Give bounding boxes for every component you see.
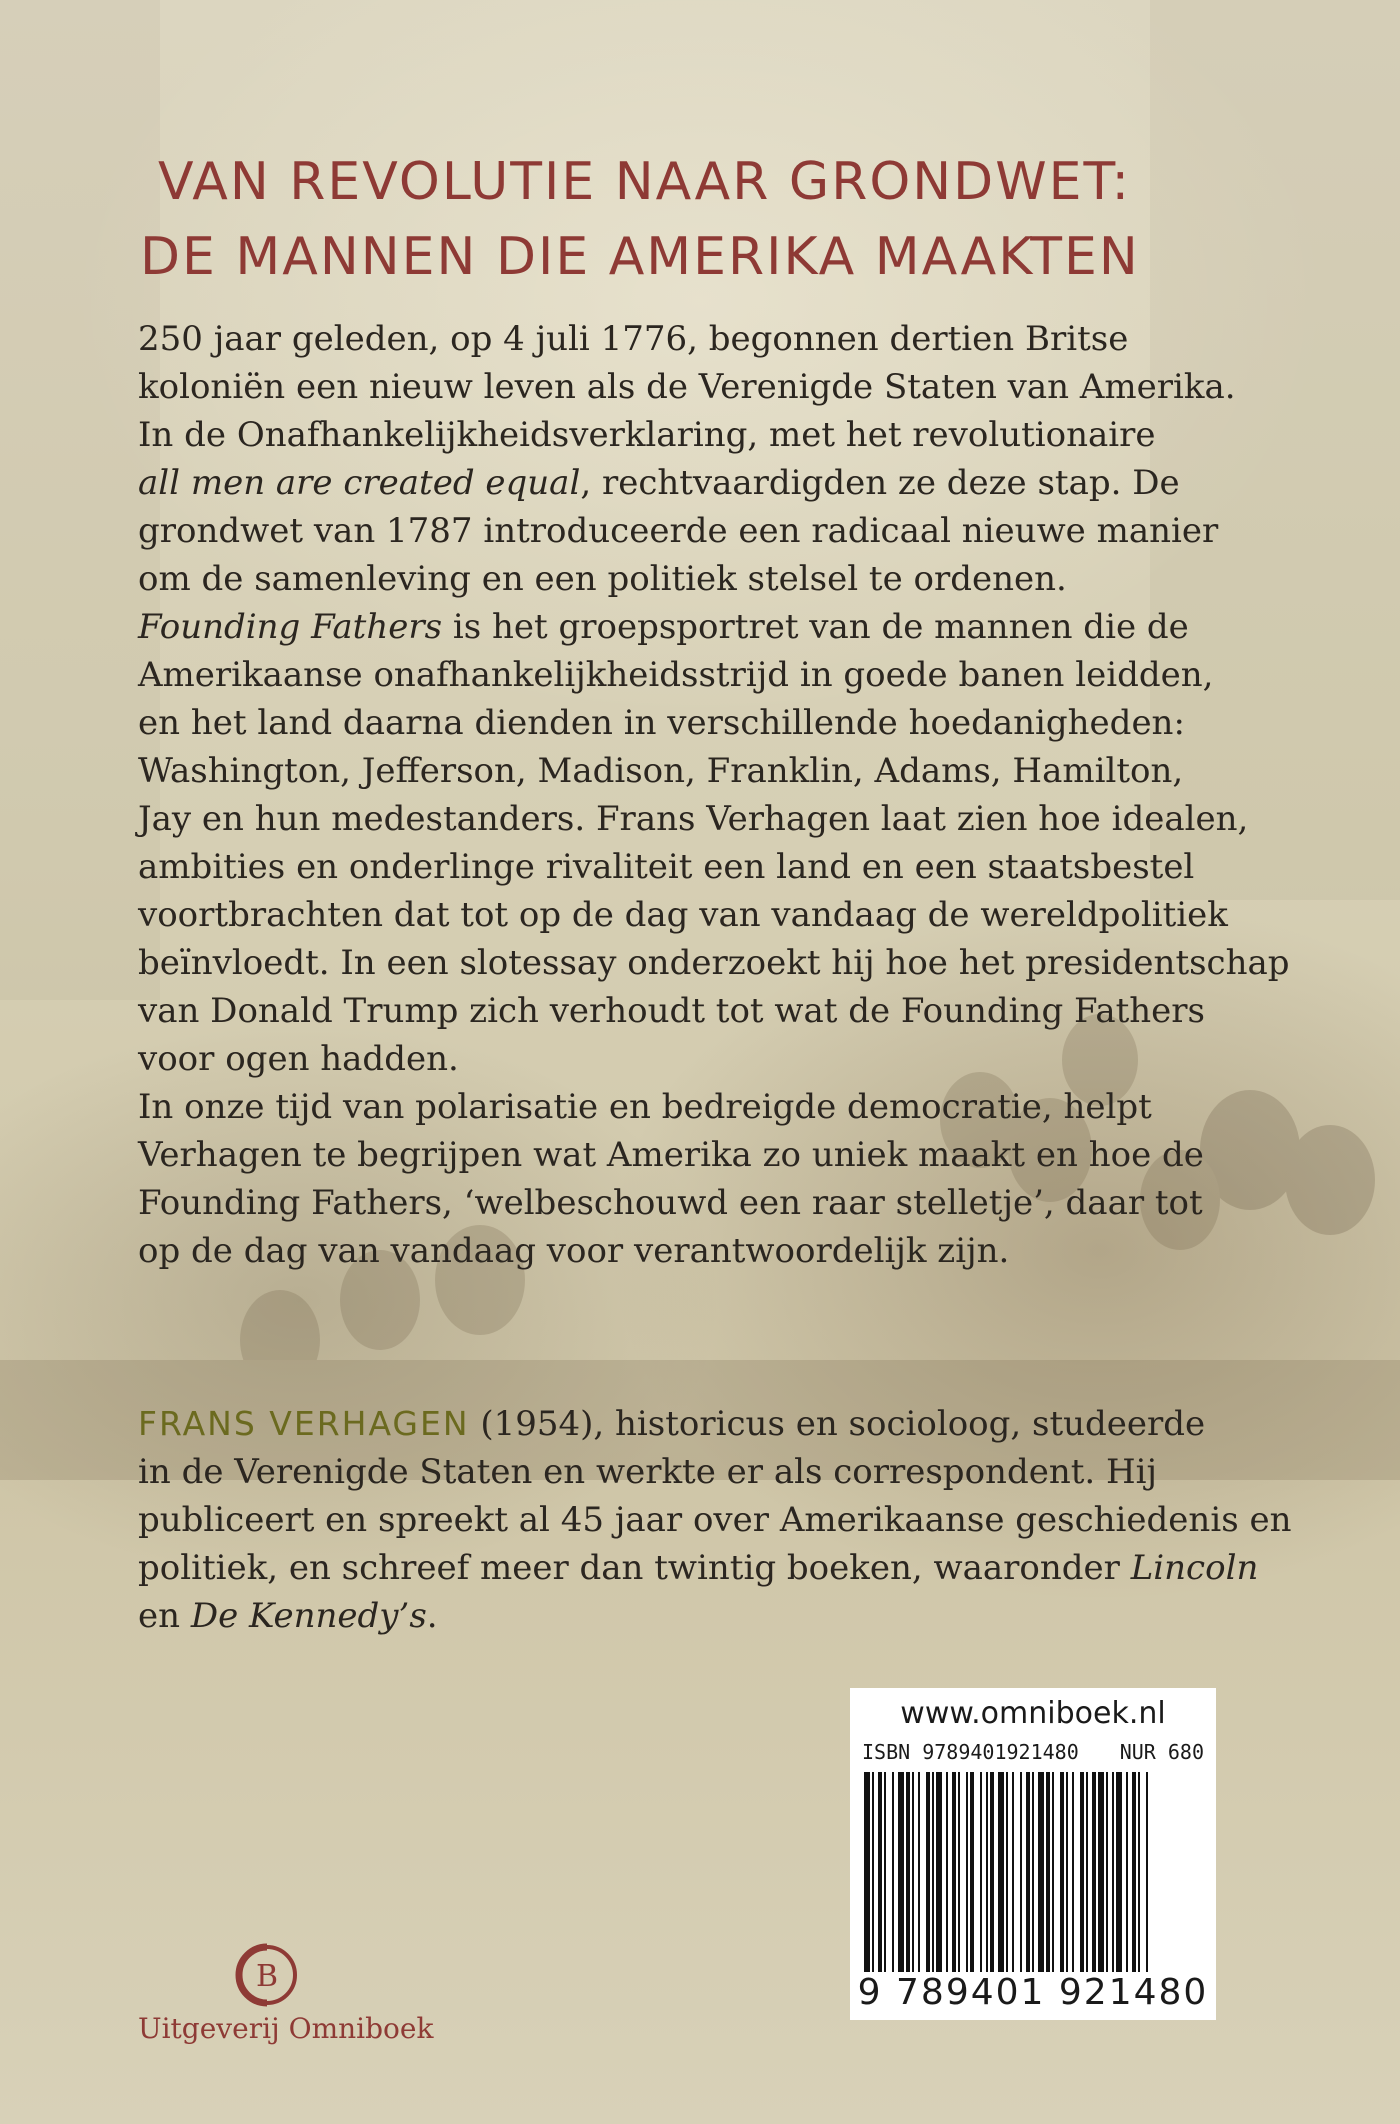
blurb-line: In de Onafhankelijkheidsverklaring, met het revolutionaire: [138, 415, 1156, 455]
blurb-line: [138, 459, 1278, 507]
barcode-bar: [1132, 1772, 1136, 1972]
book-title-italic: Founding Fathers: [138, 607, 443, 647]
barcode-bar: [1098, 1772, 1104, 1972]
barcode-bar: [878, 1772, 882, 1972]
publisher-name: Uitgeverij Omniboek: [138, 2012, 434, 2045]
blurb-line: op de dag van vandaag voor verantwoordelijk zijn.: [138, 1231, 1010, 1271]
barcode-bar: [932, 1772, 934, 1972]
isbn-line: [862, 1740, 1204, 1764]
blurb-text: [138, 315, 1290, 1275]
barcode-bar: [966, 1772, 968, 1972]
barcode-bar: [884, 1772, 886, 1972]
barcode-bar: [1066, 1772, 1068, 1972]
barcode-bar: [1080, 1772, 1084, 1972]
blurb-line: om de samenleving en een politiek stelsel te ordenen.: [138, 559, 1067, 599]
barcode-bar: [872, 1772, 874, 1972]
bio-line-pre: politiek, en schreef meer dan twintig boeken, waaronder: [138, 1548, 1131, 1588]
barcode-panel: [850, 1688, 1216, 2020]
bio-line-post: .: [426, 1596, 438, 1636]
barcode-bar: [998, 1772, 1004, 1972]
barcode-bar: [1006, 1772, 1008, 1972]
blurb-line: voortbrachten dat tot op de dag van vandaag de wereldpolitiek: [138, 895, 1228, 935]
blurb-line: voor ogen hadden.: [138, 1039, 459, 1079]
barcode-bar: [1012, 1772, 1014, 1972]
barcode-bar: [970, 1772, 974, 1972]
author-name: FRANS VERHAGEN: [138, 1404, 470, 1443]
barcode-bar: [1146, 1772, 1148, 1972]
barcode-bar: [1060, 1772, 1064, 1972]
barcode-bar: [892, 1772, 894, 1972]
barcode-icon: [864, 1772, 1202, 1972]
blurb-line: grondwet van 1787 introduceerde een radicaal nieuwe manier: [138, 511, 1219, 551]
blurb-line: van Donald Trump zich verhoudt tot wat de Founding Fathers: [138, 991, 1205, 1031]
blurb-line: In onze tijd van polarisatie en bedreigde democratie, helpt: [138, 1087, 1152, 1127]
blurb-line: en het land daarna dienden in verschillende hoedanigheden:: [138, 703, 1185, 743]
barcode-bar: [906, 1772, 910, 1972]
blurb-line-rest: is het groepsportret van de mannen die de: [442, 607, 1189, 647]
barcode-bar: [864, 1772, 870, 1972]
barcode-bar: [1032, 1772, 1034, 1972]
barcode-bar: [958, 1772, 960, 1972]
barcode-bar: [1116, 1772, 1122, 1972]
barcode-bar: [1106, 1772, 1108, 1972]
barcode-bar: [936, 1772, 942, 1972]
barcode-bar: [926, 1772, 930, 1972]
publisher-url: www.omniboek.nl: [900, 1696, 1166, 1731]
barcode-bar: [1092, 1772, 1096, 1972]
heading-line-1: VAN REVOLUTIE NAAR GRONDWET:: [158, 152, 1132, 212]
barcode-bar: [1138, 1772, 1140, 1972]
blurb-line: ambities en onderlinge rivaliteit een land en een staatsbestel: [138, 847, 1195, 887]
blurb-line: 250 jaar geleden, op 4 juli 1776, begonnen dertien Britse: [138, 319, 1129, 359]
blurb-line: Washington, Jefferson, Madison, Franklin, Adams, Hamilton,: [138, 751, 1184, 791]
bio-line-rest: (1954), historicus en socioloog, studeerde: [469, 1404, 1206, 1444]
book-title-lincoln: Lincoln: [1130, 1548, 1259, 1588]
barcode-bar: [980, 1772, 982, 1972]
bio-line: [138, 1592, 1288, 1640]
barcode-bar: [1086, 1772, 1088, 1972]
quote-italic: all men are created equal: [138, 463, 581, 503]
svg-text:B: B: [255, 1959, 279, 1994]
bio-line: [138, 1544, 1288, 1592]
barcode-bar: [1026, 1772, 1030, 1972]
barcode-bar: [918, 1772, 920, 1972]
barcode-bar: [986, 1772, 988, 1972]
bio-line-pre: en: [138, 1596, 191, 1636]
blurb-line: Verhagen te begrijpen wat Amerika zo uniek maakt en hoe de: [138, 1135, 1204, 1175]
omniboek-logo-icon: [232, 1940, 302, 2010]
blurb-line: Amerikaanse onafhankelijkheidsstrijd in goede banen leidden,: [138, 655, 1214, 695]
barcode-bar: [1038, 1772, 1044, 1972]
barcode-bar: [898, 1772, 904, 1972]
heading-line-2: DE MANNEN DIE AMERIKA MAAKTEN: [140, 227, 1140, 287]
bio-line: [138, 1400, 1288, 1448]
blurb-line: beïnvloedt. In een slotessay onderzoekt hij hoe het presidentschap: [138, 943, 1290, 983]
barcode-digits: 9 789401 921480: [857, 1972, 1209, 2013]
barcode-bar: [952, 1772, 956, 1972]
barcode-bar: [1126, 1772, 1128, 1972]
barcode-bar: [912, 1772, 914, 1972]
bio-line: publiceert en spreekt al 45 jaar over Amerikaanse geschiedenis en: [138, 1500, 1292, 1540]
nur-code: NUR 680: [1119, 1740, 1204, 1764]
book-title-kennedys: De Kennedy’s: [190, 1596, 427, 1636]
blurb-line: Jay en hun medestanders. Frans Verhagen laat zien hoe idealen,: [138, 799, 1249, 839]
barcode-bar: [1020, 1772, 1022, 1972]
bio-line: in de Verenigde Staten en werkte er als correspondent. Hij: [138, 1452, 1158, 1492]
barcode-bar: [946, 1772, 948, 1972]
blurb-line: Founding Fathers, ‘welbeschouwd een raar stelletje’, daar tot: [138, 1183, 1203, 1223]
barcode-bar: [1052, 1772, 1054, 1972]
barcode-bar: [1046, 1772, 1050, 1972]
barcode-bar: [1072, 1772, 1074, 1972]
blurb-line-rest: , rechtvaardigden ze deze stap. De: [580, 463, 1180, 503]
barcode-bar: [1112, 1772, 1114, 1972]
isbn-number: ISBN 9789401921480: [862, 1740, 1079, 1764]
barcode-bar: [990, 1772, 994, 1972]
blurb-line: koloniën een nieuw leven als de Verenigde Staten van Amerika.: [138, 367, 1236, 407]
blurb-line: [138, 603, 1278, 651]
author-bio: [138, 1400, 1292, 1640]
